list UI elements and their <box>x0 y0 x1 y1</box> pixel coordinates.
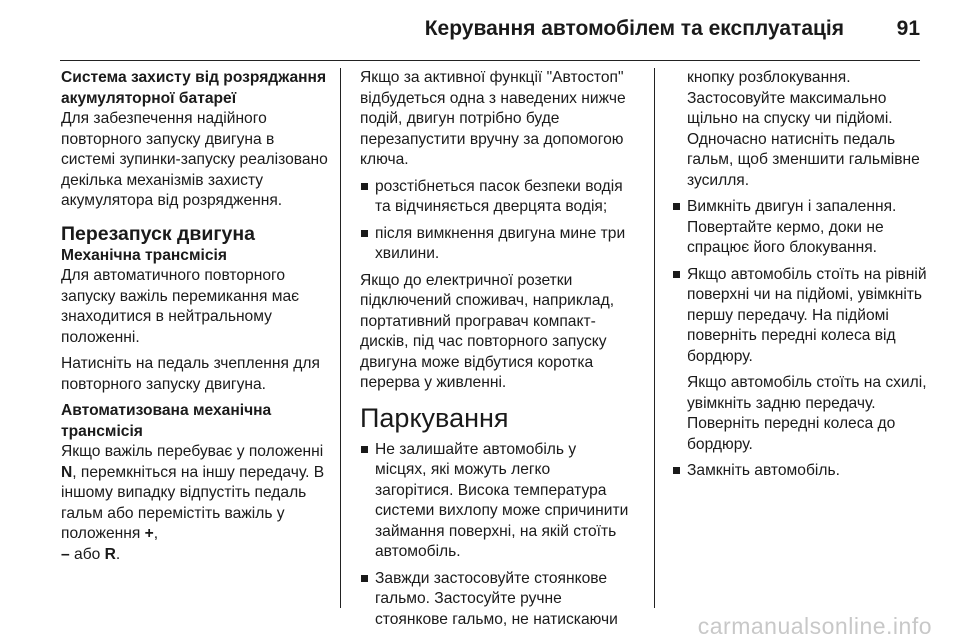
list-item: Завжди застосовуйте стоянкове гальмо. Застосуйте ручне стоянкове гальмо, не натискаючи <box>360 569 630 631</box>
parking-heading: Паркування <box>360 402 509 433</box>
slope-text: Якщо автомобіль стоїть на схилі, увімкніть задню передачу. Поверніть передні колеса до бордюру. <box>687 374 927 453</box>
bullet-icon <box>361 183 368 190</box>
bullet-icon <box>361 446 368 453</box>
power-outlet-text: Якщо до електричної розетки підключений споживач, наприклад, портативний програвач компакт-дисків, під час повторного запуску двигуна може відбутися коротка перерва у живленні. <box>360 271 615 391</box>
manual-transmission-heading: Механічна трансмісія <box>61 246 227 264</box>
list-item: Замкніть автомобіль. <box>672 461 934 482</box>
autostop-text: Якщо за активної функції "Автостоп" відбудеться одна з наведених нижче подій, двигун потрібно буде перезапустити вручну за допомогою ключа. <box>360 69 626 168</box>
manual-transmission-text: Для автоматичного повторного запуску важіль перемикання має знаходитися в нейтральному положенні. <box>61 267 300 346</box>
level-surface-text: Якщо автомобіль стоїть на рівній поверхні чи на підйомі, увімкніть першу передачу. На підйомі поверніть передні колеса від бордюру. <box>687 265 927 365</box>
list-item: після вимкнення двигуна мине три хвилини. <box>360 224 630 265</box>
column-right <box>672 68 934 612</box>
column-divider <box>654 68 655 608</box>
watermark: carmanualsonline.info <box>697 613 932 639</box>
parking-list <box>360 440 630 631</box>
engine-restart-heading: Перезапуск двигуна <box>61 222 256 245</box>
parking-list-continued <box>672 197 934 482</box>
bullet-icon <box>361 575 368 582</box>
column-divider <box>340 68 341 608</box>
automated-transmission-heading: Автоматизована механічна трансмісія <box>61 402 272 440</box>
list-item <box>672 265 934 456</box>
list-item: Вимкніть двигун і запалення. Повертайте кермо, доки не спрацює його блокування. <box>672 197 934 259</box>
bullet-icon <box>673 271 680 278</box>
gear-plus-symbol: + <box>144 525 154 542</box>
list-item: Не залишайте автомобіль у місцях, які можуть легко загорітися. Висока температура системи вихлопу може спричинити займання поверхні, на якій стоїть автомобіль. <box>360 440 630 563</box>
autostop-list <box>360 177 630 265</box>
header-divider <box>60 60 920 61</box>
gear-r-symbol: R <box>104 545 116 563</box>
header-title: Керування автомобілем та експлуатація <box>424 17 844 40</box>
column-middle <box>360 68 630 628</box>
list-item: розстібнеться пасок безпеки водія та відчиняється дверцята водія; <box>360 177 630 218</box>
clutch-restart-text: Натисніть на педаль зчеплення для повторного запуску двигуна. <box>61 355 320 393</box>
battery-protection-text: Для забезпечення надійного повторного запуску двигуна в системі зупинки-запуску реалізовано декілька механізмів захисту акумулятора від розрядження. <box>61 110 328 209</box>
parking-brake-continuation: кнопку розблокування. Застосовуйте максимально щільно на спуску чи підйомі. Одночасно натисніть педаль гальм, щоб зменшити гальмівне зусилля. <box>687 69 920 189</box>
battery-protection-heading: Система захисту від розряджання акумуляторної батареї <box>61 69 327 107</box>
bullet-icon <box>673 467 680 474</box>
column-left <box>61 68 331 612</box>
automated-transmission-text: Якщо важіль перебуває у положенні N, перемкніться на іншу передачу. В іншому випадку відпустіть педаль гальм або перемістіть важіль у положення +, – або R. <box>61 443 325 563</box>
gear-minus-symbol: – <box>61 545 70 563</box>
bullet-icon <box>361 230 368 237</box>
gear-n-symbol: N <box>61 463 73 481</box>
page-number: 91 <box>896 17 920 40</box>
page-header <box>0 0 960 60</box>
bullet-icon <box>673 203 680 210</box>
